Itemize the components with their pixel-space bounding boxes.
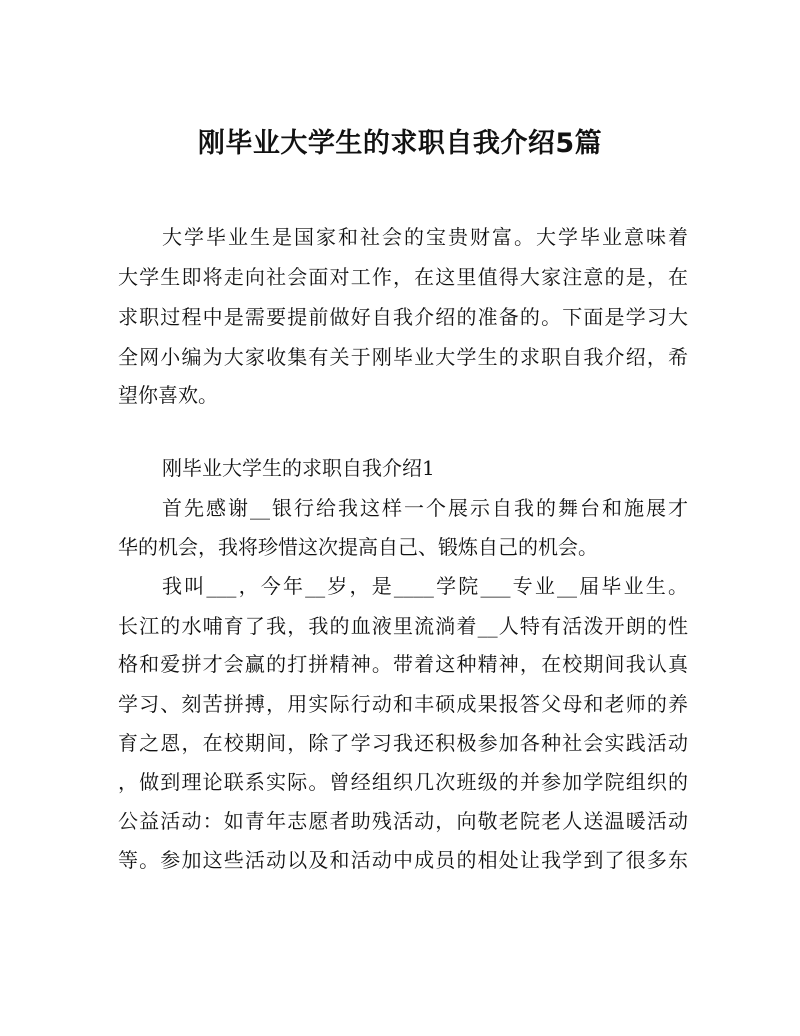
paragraph-line: ，做到理论联系实际。曾经组织几次班级的并参加学院组织的 — [118, 770, 688, 794]
paragraph-line: 等。参加这些活动以及和活动中成员的相处让我学到了很多东 — [118, 848, 688, 872]
paragraph-line: 育之恩，在校期间，除了学习我还积极参加各种社会实践活动 — [118, 731, 688, 755]
intro-line: 求职过程中是需要提前做好自我介绍的准备的。下面是学习大 — [118, 305, 688, 329]
intro-line: 大学毕业生是国家和社会的宝贵财富。大学毕业意味着 — [162, 225, 688, 249]
intro-line: 全网小编为大家收集有关于刚毕业大学生的求职自我介绍，希 — [118, 345, 688, 369]
paragraph-line: 我叫___，今年__岁，是____学院___专业__届毕业生。 — [162, 574, 688, 598]
intro-line: 大学生即将走向社会面对工作，在这里值得大家注意的是，在 — [118, 265, 688, 289]
paragraph-line: 公益活动：如青年志愿者助残活动，向敬老院老人送温暖活动 — [118, 809, 688, 833]
paragraph-line: 首先感谢__银行给我这样一个展示自我的舞台和施展才 — [162, 496, 688, 520]
paragraph-line: 华的机会，我将珍惜这次提高自己、锻炼自己的机会。 — [118, 535, 598, 559]
paragraph-line: 学习、刻苦拼搏，用实际行动和丰硕成果报答父母和老师的养 — [118, 692, 688, 716]
paragraph-line: 格和爱拼才会赢的打拼精神。带着这种精神，在校期间我认真 — [118, 652, 688, 676]
paragraph-line: 长江的水哺育了我，我的血液里流淌着__人特有活泼开朗的性 — [118, 614, 688, 638]
section-heading: 刚毕业大学生的求职自我介绍1 — [162, 456, 435, 480]
intro-line: 望你喜欢。 — [118, 383, 218, 407]
document-title: 刚毕业大学生的求职自我介绍5篇 — [197, 128, 603, 159]
